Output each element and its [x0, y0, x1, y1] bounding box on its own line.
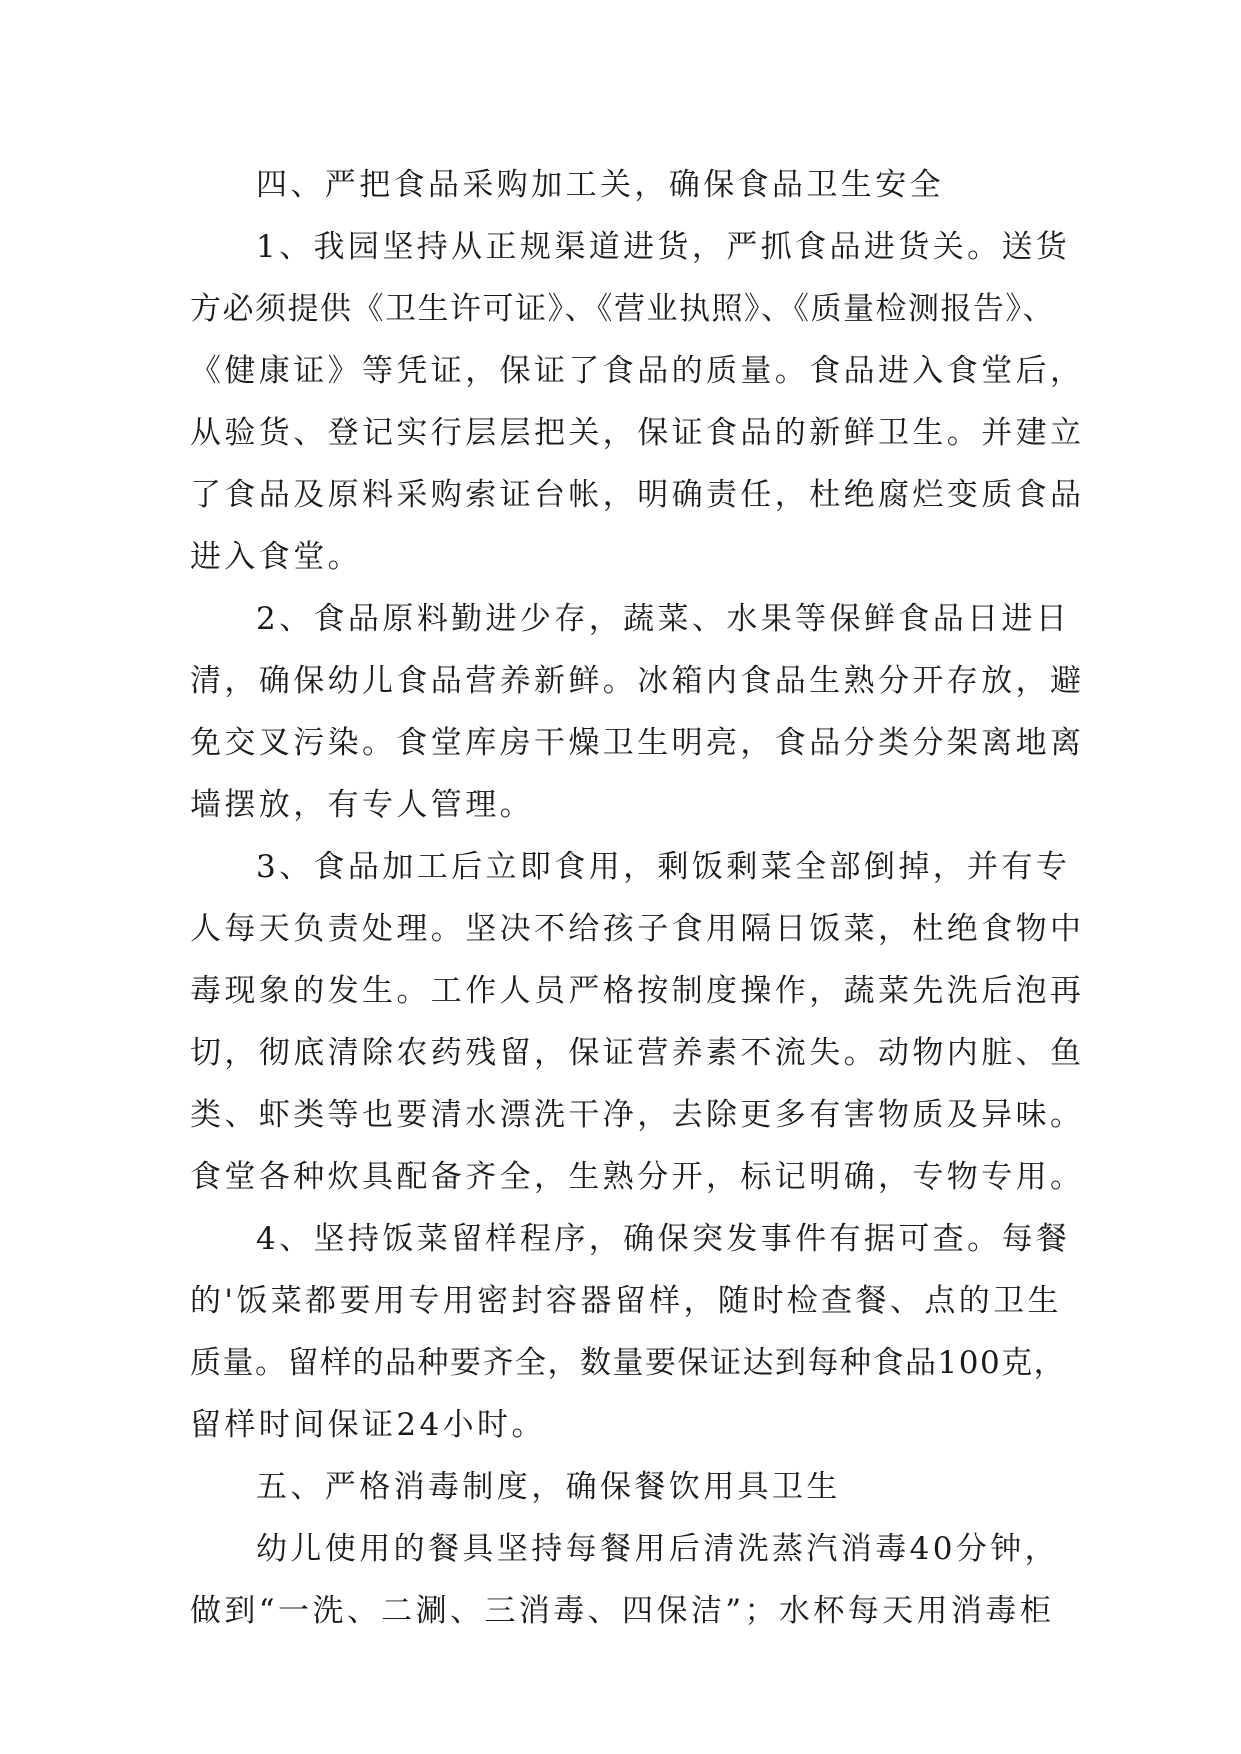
paragraph-line: 从验货、登记实行层层把关，保证食品的新鲜卫生。并建立: [190, 415, 1085, 451]
paragraph-line: 切，彻底清除农药残留，保证营养素不流失。动物内脏、鱼: [190, 1035, 1085, 1071]
paragraph-line: 了食品及原料采购索证台帐，明确责任，杜绝腐烂变质食品: [190, 477, 1085, 513]
paragraph-line: 人每天负责处理。坚决不给孩子食用隔日饭菜，杜绝食物中: [190, 911, 1085, 947]
paragraph-line: 进入食堂。: [190, 539, 362, 575]
section-heading-4: 四、严把食品采购加工关，确保食品卫生安全: [256, 167, 944, 203]
paragraph-line: 毒现象的发生。工作人员严格按制度操作，蔬菜先洗后泡再: [190, 973, 1085, 1009]
paragraph-line: 质量。留样的品种要齐全，数量要保证达到每种食品100克，: [190, 1345, 1067, 1381]
paragraph-line: 清，确保幼儿食品营养新鲜。冰箱内食品生熟分开存放，避: [190, 663, 1085, 699]
paragraph-line: 幼儿使用的餐具坚持每餐用后清洗蒸汽消毒40分钟，: [256, 1531, 1060, 1567]
paragraph-line: 4、坚持饭菜留样程序，确保突发事件有据可查。每餐: [256, 1221, 1071, 1257]
paragraph-line: 食堂各种炊具配备齐全，生熟分开，标记明确，专物专用。: [190, 1159, 1085, 1195]
section-heading-5: 五、严格消毒制度，确保餐饮用具卫生: [256, 1469, 841, 1505]
paragraph-line: 方必须提供《卫生许可证》、《营业执照》、《质量检测报告》、: [190, 291, 1055, 327]
paragraph-line: 2、食品原料勤进少存，蔬菜、水果等保鲜食品日进日: [256, 601, 1071, 637]
paragraph-line: 类、虾类等也要清水漂洗干净，去除更多有害物质及异味。: [190, 1097, 1085, 1133]
paragraph-line: 3、食品加工后立即食用，剩饭剩菜全部倒掉，并有专: [256, 849, 1071, 885]
paragraph-line: 1、我园坚持从正规渠道进货，严抓食品进货关。送货: [256, 229, 1071, 265]
paragraph-line: 墙摆放，有专人管理。: [190, 787, 534, 823]
paragraph-line: 免交叉污染。食堂库房干燥卫生明亮，食品分类分架离地离: [190, 725, 1085, 761]
paragraph-line: 做到“一洗、二涮、三消毒、四保洁”；水杯每天用消毒柜: [190, 1593, 1055, 1629]
paragraph-line: 留样时间保证24小时。: [190, 1407, 546, 1443]
paragraph-line: 的'饭菜都要用专用密封容器留样，随时检查餐、点的卫生: [190, 1283, 1062, 1319]
paragraph-line: 《健康证》等凭证，保证了食品的质量。食品进入食堂后，: [190, 353, 1085, 389]
